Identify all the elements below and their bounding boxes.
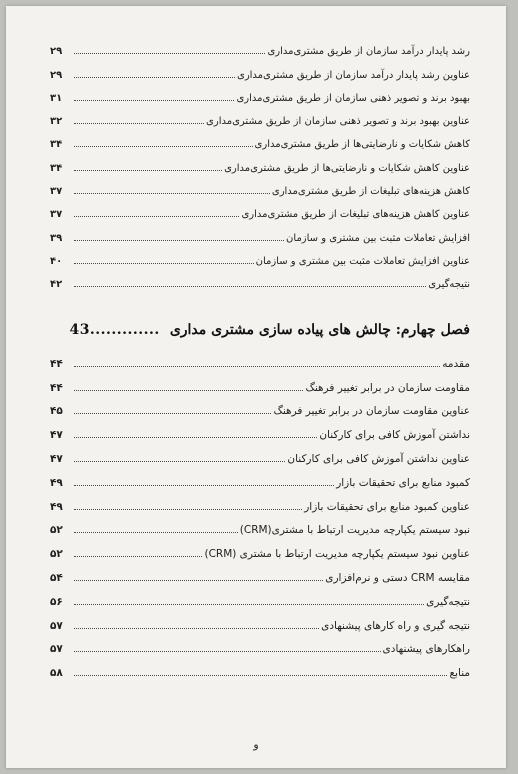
toc-entry-page: ۳۷: [50, 186, 63, 198]
toc-entry-page: ۲۹: [50, 46, 63, 58]
leader-dots: [74, 555, 202, 557]
toc-entry-title: کاهش هزینه‌های تبلیغات از طریق مشتری‌مداری: [271, 186, 470, 198]
toc-entry-page: ۳۷: [50, 209, 63, 221]
toc-entry-title: مقدمه: [442, 357, 470, 370]
leader-dots: [74, 215, 239, 217]
leader-dots: [74, 674, 447, 676]
toc-entry-title: راهکارهای پیشنهادی: [382, 643, 470, 656]
toc-continued: [50, 34, 470, 290]
document-page: [6, 6, 506, 768]
leader-dots: [74, 460, 285, 462]
toc-entry-page: ۵۷: [50, 619, 63, 632]
toc-entry-title: نبود سیستم یکپارچه مدیریت ارتباط با مشتری(CRM): [239, 524, 470, 537]
toc-entry-page: ۲۹: [50, 69, 63, 81]
leader-dots: [74, 365, 440, 367]
leader-dots: [74, 122, 204, 124]
toc-entry: [50, 370, 470, 394]
toc-entry-title: نتیجه‌گیری: [428, 279, 470, 291]
leader-dots: [74, 99, 234, 101]
leader-dots: [74, 52, 265, 54]
toc-entry-title: عناوین بهبود برند و تصویر ذهنی سازمان از طریق مشتری‌مداری: [206, 116, 470, 128]
toc-entry: [50, 174, 470, 197]
toc-entry: [50, 394, 470, 418]
toc-entry-title: نداشتن آموزش کافی برای کارکنان: [319, 429, 470, 442]
toc-entry-page: ۵۸: [50, 667, 63, 680]
toc-entry-page: ۴۷: [50, 452, 63, 465]
toc-entry: [50, 220, 470, 243]
toc-entry: [50, 127, 470, 150]
toc-entry: [50, 81, 470, 104]
leader-dots: [74, 650, 381, 652]
toc-entry-title: عناوین کاهش هزینه‌های تبلیغات از طریق مشتری‌مداری: [241, 209, 470, 221]
toc-entry-page: ۴۷: [50, 429, 63, 442]
toc-entry-title: نتیجه گیری و راه کارهای پیشنهادی: [321, 619, 470, 632]
toc-entry: [50, 267, 470, 290]
toc-entry-title: کاهش شکایات و نارضایتی‌ها از طریق مشتری‌مداری: [254, 139, 470, 151]
chapter-title: فصل چهارم: چالش های پیاده سازی مشتری مداری: [169, 322, 470, 338]
toc-entry-title: عناوین افزایش تعاملات مثبت بین مشتری و سازمان: [255, 255, 470, 267]
toc-entry-page: ۵۷: [50, 643, 63, 656]
toc-entry-title: مقایسه CRM دستی و نرم‌افزاری: [325, 571, 470, 584]
toc-entry: [50, 150, 470, 173]
toc-entry-title: کمبود منابع برای تحقیقات بازار: [336, 476, 470, 489]
toc-entry: [50, 104, 470, 127]
toc-entry-title: عناوین نداشتن آموزش کافی برای کارکنان: [287, 452, 470, 465]
leader-dots: [74, 262, 254, 264]
toc-entry-title: نتیجه‌گیری: [426, 595, 470, 608]
leader-dots: [74, 508, 302, 510]
toc-entry: [50, 632, 470, 656]
leader-dots: [74, 169, 222, 171]
leader-dots: [74, 76, 235, 78]
leader-dots: [74, 484, 334, 486]
toc-entry-page: ۵۲: [50, 524, 63, 537]
leader-dots: [74, 412, 271, 414]
page-footer-mark: و: [253, 738, 259, 751]
leader-dots: [74, 603, 424, 605]
toc-entry-page: ۴۰: [50, 255, 63, 267]
toc-entry-page: ۴۹: [50, 476, 63, 489]
toc-entry: [50, 513, 470, 537]
toc-entry-title: عناوین رشد پایدار درآمد سازمان از طریق مشتری‌مداری: [237, 69, 470, 81]
toc-entry-title: عناوین نبود سیستم یکپارچه مدیریت ارتباط با مشتری (CRM): [204, 548, 470, 561]
toc-chapter4: [50, 346, 470, 679]
leader-dots: [74, 579, 323, 581]
leader-dots: [74, 389, 303, 391]
toc-entry: [50, 608, 470, 632]
toc-entry-page: ۳۹: [50, 232, 63, 244]
toc-entry-page: ۴۴: [50, 381, 63, 394]
toc-entry: [50, 655, 470, 679]
toc-entry-title: عناوین کمبود منابع برای تحقیقات بازار: [304, 500, 470, 513]
toc-entry: [50, 560, 470, 584]
chapter-page: 43.............: [69, 322, 160, 338]
toc-entry-page: ۳۴: [50, 139, 63, 151]
toc-entry-title: مقاومت سازمان در برابر تغییر فرهنگ: [305, 381, 470, 394]
leader-dots: [74, 436, 317, 438]
leader-dots: [74, 627, 319, 629]
leader-dots: [74, 239, 284, 241]
toc-entry-title: رشد پایدار درآمد سازمان از طریق مشتری‌مداری: [267, 46, 470, 58]
toc-entry: [50, 346, 470, 370]
chapter-heading: [50, 322, 470, 338]
toc-entry: [50, 584, 470, 608]
toc-entry-page: ۵۲: [50, 548, 63, 561]
toc-entry: [50, 536, 470, 560]
toc-entry-page: ۳۱: [50, 92, 63, 104]
toc-entry: [50, 489, 470, 513]
toc-entry-page: ۳۴: [50, 162, 63, 174]
leader-dots: [74, 192, 270, 194]
toc-entry: [50, 57, 470, 80]
toc-entry: [50, 34, 470, 57]
toc-entry-title: عناوین کاهش شکایات و نارضایتی‌ها از طریق مشتری‌مداری: [224, 162, 470, 174]
toc-entry: [50, 244, 470, 267]
leader-dots: [74, 531, 238, 533]
toc-entry-title: منابع: [449, 667, 470, 680]
toc-entry-page: ۵۴: [50, 571, 63, 584]
toc-entry-page: ۵۶: [50, 595, 63, 608]
toc-entry-page: ۴۲: [50, 279, 63, 291]
toc-entry: [50, 197, 470, 220]
toc-entry: [50, 417, 470, 441]
toc-entry: [50, 441, 470, 465]
toc-entry-page: ۴۴: [50, 357, 63, 370]
toc-entry-page: ۴۵: [50, 405, 63, 418]
leader-dots: [74, 285, 426, 287]
toc-entry-title: عناوین مقاومت سازمان در برابر تغییر فرهنگ: [273, 405, 470, 418]
toc-entry-title: افزایش تعاملات مثبت بین مشتری و سازمان: [286, 232, 470, 244]
toc-entry-page: ۴۹: [50, 500, 63, 513]
toc-entry-title: بهبود برند و تصویر ذهنی سازمان از طریق مشتری‌مداری: [236, 92, 470, 104]
toc-entry-page: ۳۲: [50, 116, 63, 128]
toc-entry: [50, 465, 470, 489]
leader-dots: [74, 145, 253, 147]
